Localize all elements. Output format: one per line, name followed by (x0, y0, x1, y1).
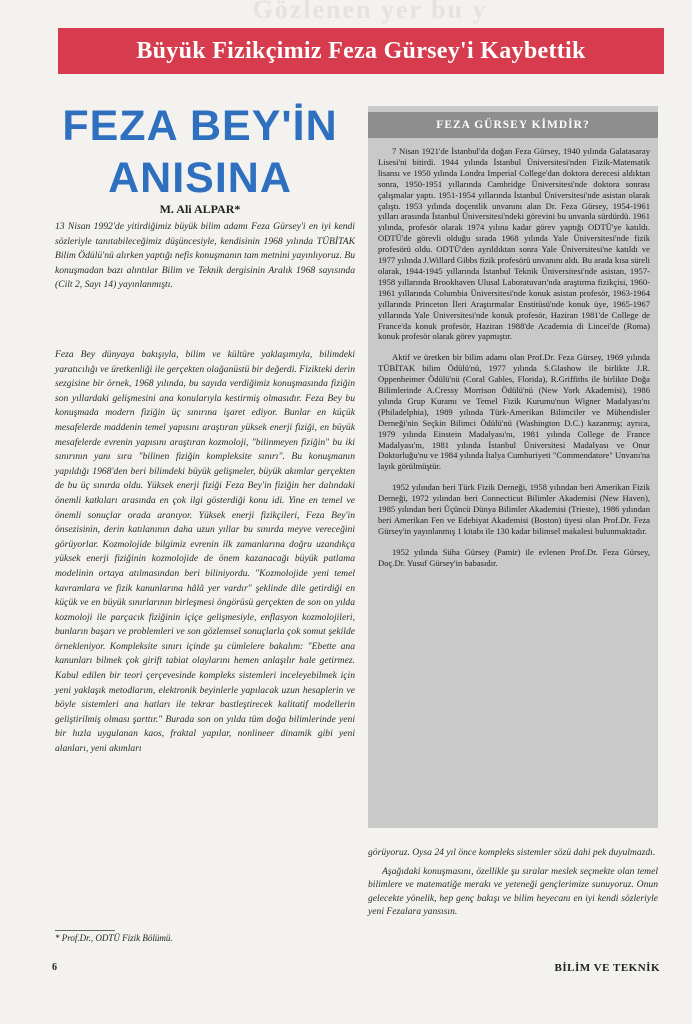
article-title-line2: ANISINA (108, 154, 292, 202)
top-ghost-header: Gözlenen yer bu y (252, 0, 488, 24)
magazine-name: BİLİM VE TEKNİK (554, 962, 660, 974)
sidebar-paragraph: 1952 yılında Süha Gürsey (Pamir) ile evlenen Prof.Dr. Feza Gürsey, Doç.Dr. Yusuf Gürsey'in babasıdır. (378, 546, 650, 568)
sidebar-title: FEZA GÜRSEY KİMDİR? (368, 112, 658, 138)
banner-title: Büyük Fizikçimiz Feza Gürsey'i Kaybettik (58, 28, 664, 74)
continuation-paragraph: görüyoruz. Oysa 24 yıl önce kompleks sistemler sözü dahi pek duyulmazdı. (368, 847, 656, 858)
article-title-line1: FEZA BEY'İN (62, 102, 338, 150)
sidebar-paragraph: Aktif ve üretken bir bilim adamı olan Prof.Dr. Feza Gürsey, 1969 yılında TÜBİTAK bilim Ödülü'nü, 1977 yılında S.Glashow ile birlikte J.R. Oppenheimer Ödülü'nü (Coral Gables, Florida), R.Griffiths ile birlikte Doğa Bilimlerinde A.Cressy Morrison Ödülü'nü (New York Akademisi), 1986 yılında Grup Kuramı ve Temel Fizik Kurumu'nun Wigner Madalyası'nı (Philadelphia), 1989 yılında Türk-Amerikan Bilimciler ve Mühendisler Derneği'nin Seçkin Bilimci Ödülü'nü (Washington D.C.) kazanmış; ayrıca, 1979 yılında Einstein Madalyası'nı, 1981 yılında College de France Madalyası'nı, 1981 yılında İstanbul Üniversitesi Madalyası ve Onur Doktorluğu'nu ve 1984 yılında İtalya Cumhuriyeti "Commendatore" Unvanı'na layık görülmüştür. (378, 352, 650, 472)
sidebar-body (378, 146, 650, 579)
footnote-divider (55, 930, 115, 931)
sidebar-paragraph: 1952 yılından beri Türk Fizik Derneği, 1958 yılından beri Amerikan Fizik Derneği, 1972 yılından beri Connecticut Bilimler Akademisi (New Haven), 1985 yılından beri Üçüncü Dünya Bilimler Akademisi (Trieste), 1986 yılından beri Amerikan Fen ve Edebiyat Akademisi (Boston) üyesi olan Prof.Dr. Feza Gürsey'in yayınlanmış 1 kitabı ile 130 kadar bilimsel makalesi bulunmaktadır. (378, 482, 650, 536)
sidebar-paragraph: 7 Nisan 1921'de İstanbul'da doğan Feza Gürsey, 1940 yılında Galatasaray Lisesi'ni bitirdi. 1944 yılında İstanbul Üniversitesi'nden Fizik-Matematik lisansı ve 1950 yılında Londra Imperial College'dan doktora derecesi aldıktan sonra, 1950-1951 yıllarında Cambridge Üniversitesi'nde doktora sonrası çalışmalar yaptı. 1951-1954 yıllarında İstanbul Üniversitesi'nde asistan olarak çalıştı. 1953 yılında doçentlik unvanını alan Dr. Feza Gürsey, 1954-1961 yılları arasında İstanbul Üniversitesi'ndeki görevini bu unvanla sürdürdü. 1961 yılında, profesör olarak 1974 yılına kadar görev yaptığı ODTÜ'ye katıldı. ODTÜ'de görevli olduğu sırada 1968 yılında Yale Üniversitesi'nde fizik profesörü oldu. ODTÜ'den ayrıldıktan sonra Yale Üniversitesi'ne katıldı ve 1977 yılında J.Willard Gibbs fizik profesörü unvanını aldı. Bu arada kısa süreli olarak, 1944-1945 yıllarında İstanbul Teknik Üniversitesi'nde asistan, 1957-1958 yıllarında Brookhaven Ulusal Laboratuvarı'nda araştırma fizikçisi, 1960-1961 yıllarında Columbia Üniversitesi'nde konuk asistan profesör, 1963-1964 yıllarında Princeton İleri Araştırmalar Enstitüsü'nde konuk üye, 1965-1967 yıllarında Yale Üniversitesi'nde konuk profesör, Haziran 1981'de College de France'da konuk profesör, Haziran 1988'de Academia di Lincei'de (Roma) konuk profesör olarak görev yapmıştır. (378, 146, 650, 342)
page-number: 6 (52, 962, 57, 973)
continuation-paragraph: Aşağıdaki konuşmasını, özellikle şu sıralar meslek seçmekte olan temel bilimlere ve matematiğe merakı ve yeteneği gençlerimize sunuyoruz. Onun gelecekte yönelik, hep genç bakışı ve bilim heyecanı en iyi kendi sözleriyle yeni Fezalara yansısın. (368, 866, 658, 917)
article-continuation (368, 846, 658, 924)
article-lead: 13 Nisan 1992'de yitirdiğimiz büyük bilim adamı Feza Gürsey'i en iyi kendi sözleriyle tanıtabileceğimiz düşüncesiyle, kendisinin 1968 yılında TÜBİTAK Bilim Ödülü'nü alırken yaptığı nefis konuşmanın tam metnini yayınlıyoruz. Bu konuşmadan bazı alıntılar Bilim ve Teknik dergisinin Aralık 1968 sayısında (Cilt 2, Sayı 14) yayınlanmıştı. (55, 221, 355, 291)
article-title (50, 100, 350, 204)
article-body: Feza Bey dünyaya bakışıyla, bilim ve kültüre yaklaşımıyla, bilimdeki yaratıcılığı ve üretkenliği ile gerçekten olağanüstü bir değerdi. Fizikteki derin sezgisine bir örnek, 1968 yılında, bu sayıda verdiğimiz konuşmasında fiziğin son yıllardaki gelişmesini ana konularıyla kestirmiş olmasıdır. Feza Bey bu konuşmada modern fiziğin üç sınırına işaret ediyor. Bunlar en küçük mesafelerde maddenin temel yapısını araştıran yüksek enerji fiziği, en büyük mesafelerde evrenin yapısını araştıran kozmoloji, "bilinmeyen fiziğin" bu iki sınırının yanı sıra "bilinen fiziğin kompleksite sınırı". Bu konuşmanın yapıldığı 1968'den beri bilimdeki büyük gelişmeler, büyük akımlar gerçekten de bu üç sınırda oldu. Yüksek enerji fiziği Feza Bey'in fiziğin her dalındaki önemli katkıları arasında en çok ilgi gösterdiği konu idi. Yine en temel ve önemli sonuçlar orada aranıyor. Yüksek enerji fizikçileri, Feza Bey'in önsezisinin, derin katılanının daha uzun yıllar bu sınırda meyve vereceğini görüyorlar. Kozmolojide bilgimiz evrenin ilk zamanlarına doğru uzandıkça yüksek enerji fiziğinin kozmolojide de önem kazanacağı büyük patlama modelinin ortaya atılmasından beri biliniyordu. "Kozmolojide yeni temel kavramlara ve fizik kanunlarına hâlâ yer vardır" şeklinde dile getirdiği en küçük ve en büyük sınırlarının birleşmesi öngörüsü gerçekten de son on yılda kozmoloji ile parçacık fiziğinin içiçe gelişmesiyle, enflasyon kozmolojileri, bunların başarı ve problemleri ve son gözlemsel sonuçlarla çok somut şekilde örnekleniyor. Kompleksite sınırı içinde şu cümlelere bakalım: "Ebette ana kanunları bilmek çok girift tabiat olaylarını hemen anlaşılır hale getirmez. Kabul edilen bir teori çerçevesinde kompleks sistemleri inceleyebilmek için yeni yaklaşık metodlarım, elektronik beyinlerle yapılacak uzun hesaplerin ve böyle sistemleri ana hatları ile tekrar bastleştirecek kalitatif modellerin geliştirilmiş olması şarttır." Burada son on yılda tüm doğa bilimlerinde yeni bir hızla uygulanan kaos, fraktal yapılar, nonlineer dinamik gibi yeni alanları, yeni akımları (55, 349, 355, 755)
footnote: * Prof.Dr., ODTÜ Fizik Bölümü. (55, 933, 173, 943)
article-author: M. Ali ALPAR* (159, 202, 241, 216)
